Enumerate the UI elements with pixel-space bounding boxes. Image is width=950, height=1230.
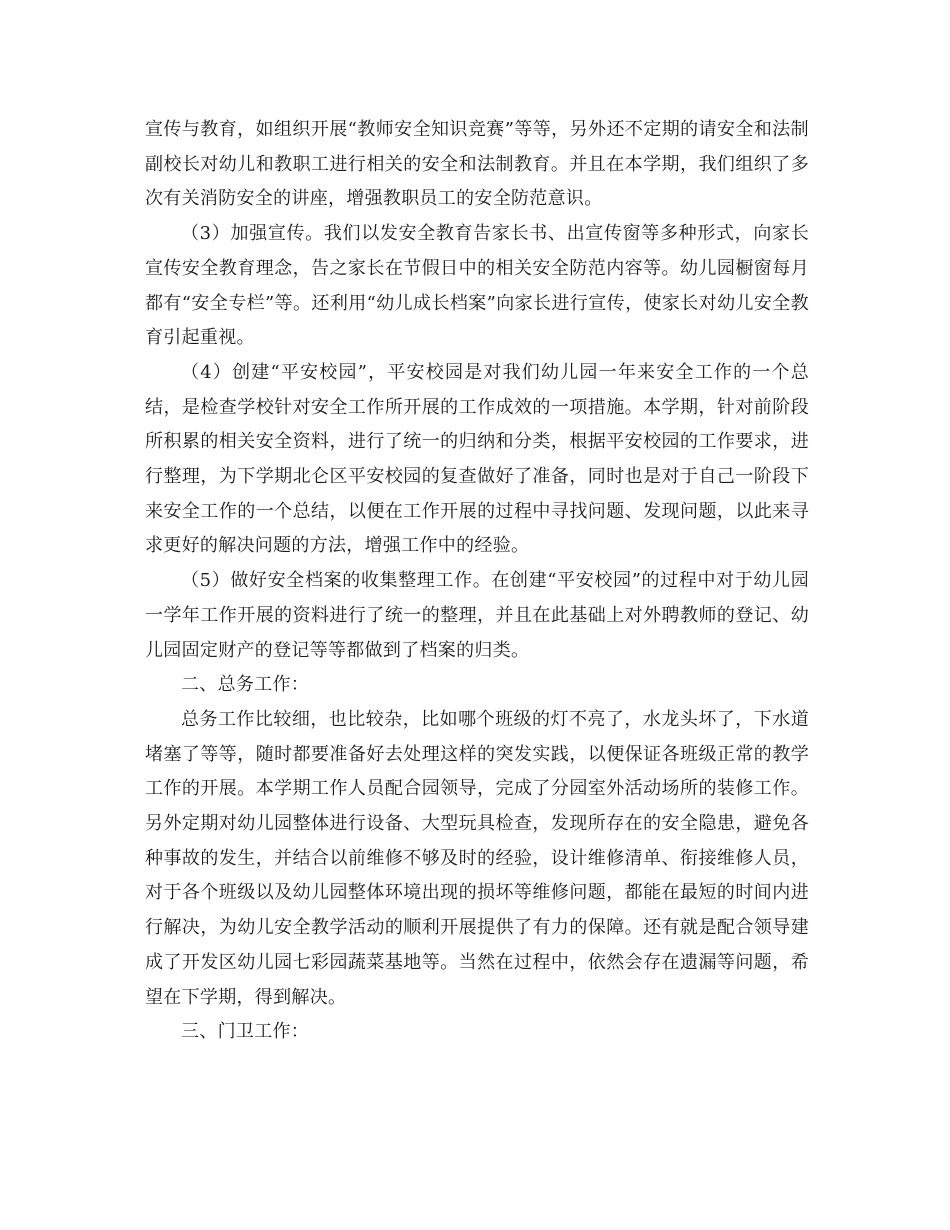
paragraph-item-4-safe-campus: （4）创建“平安校园”，平安校园是对我们幼儿园一年来安全工作的一个总结，是检查学校针对安全工作所开展的工作成效的一项措施。本学期，针对前阶段所积累的相关安全资料，进行了统一的归纳和分类，根据平安校园的工作要求，进行整理，为下学期北仑区平安校园的复查做好了准备，同时也是对于自己一阶段下来安全工作的一个总结，以便在工作开展的过程中寻找问题、发现问题，以此来寻求更好的解决问题的方法，增强工作中的经验。 [145,361,809,557]
paragraph-general-affairs: 总务工作比较细，也比较杂，比如哪个班级的灯不亮了，水龙头坏了，下水道堵塞了等等，随时都要准备好去处理这样的突发实践，以便保证各班级正常的教学工作的开展。本学期工作人员配合园领导，完成了分园室外活动场所的装修工作。另外定期对幼儿园整体进行设备、大型玩具检查，发现所存在的安全隐患，避免各种事故的发生，并结合以前维修不够及时的经验，设计维修清单、衔接维修人员，对于各个班级以及幼儿园整体环境出现的损坏等维修问题，都能在最短的时间内进行解决，为幼儿安全教学活动的顺利开展提供了有力的保障。还有就是配合领导建成了开发区幼儿园七彩园蔬菜基地等。当然在过程中，依然会存在遗漏等问题，希望在下学期，得到解决。 [145,708,809,1008]
paragraph-education-continued: 宣传与教育，如组织开展“教师安全知识竞赛”等等，另外还不定期的请安全和法制副校长对幼儿和教职工进行相关的安全和法制教育。并且在本学期，我们组织了多次有关消防安全的讲座，增强教职员工的安全防范意识。 [145,119,809,210]
section-heading-general-affairs: 二、总务工作： [181,674,310,696]
section-heading-gatekeeping: 三、门卫工作： [181,1021,310,1043]
paragraph-item-5-safety-archives: （5）做好安全档案的收集整理工作。在创建“平安校园”的过程中对于幼儿园一学年工作开展的资料进行了统一的整理，并且在此基础上对外聘教师的登记、幼儿园固定财产的登记等等都做到了档案的归类。 [145,570,809,661]
document-body [145,113,809,1050]
paragraph-item-3-publicity: （3）加强宣传。我们以发安全教育告家长书、出宣传窗等多种形式，向家长宣传安全教育理念，告之家长在节假日中的相关安全防范内容等。幼儿园橱窗每月都有“安全专栏”等。还利用“幼儿成长档案”向家长进行宣传，使家长对幼儿安全教育引起重视。 [145,223,809,349]
